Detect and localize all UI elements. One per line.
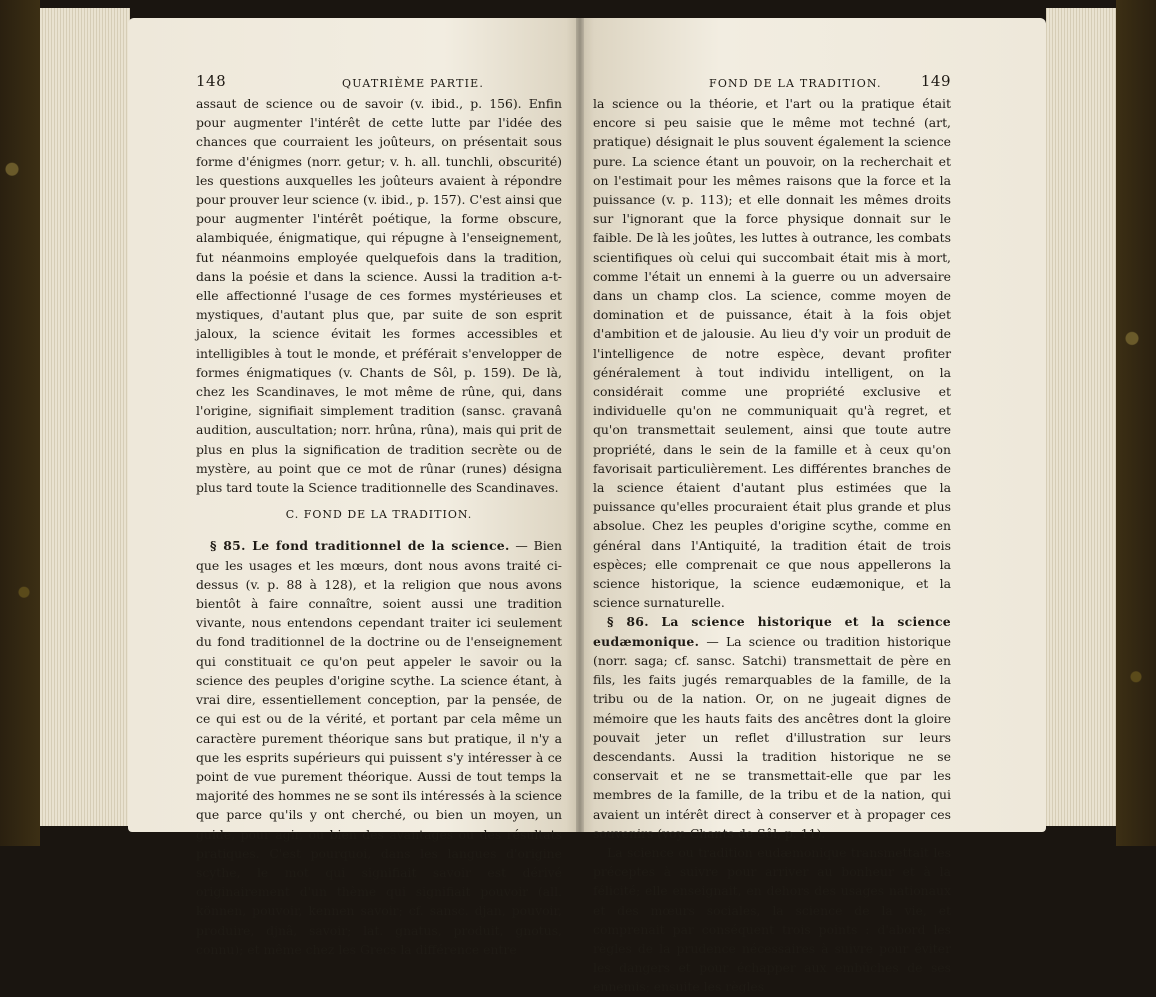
- page-stack-left: [40, 8, 130, 826]
- paragraph-body: — La science ou tradition historique (norr. saga; cf. sansc. Satchi) transmettait de père en fils, les faits jugés remarquables de la famille, de la tribu ou de la nation. Or, on ne jugeait dignes de mémoire que les hauts faits des ancêtres dont la gloire pouvait jeter un reflet d'illustration sur leurs descendants. Aussi la tradition historique ne se conservait et ne se transmettait-elle que par les membres de la famille, de la tribu et de la nation, qui avaient un intérêt direct à conserver et à propager ces souvenirs (voy. Chants de Sôl, p. 11).: [593, 633, 951, 841]
- book-gutter: [576, 18, 584, 832]
- paragraph-body: — Bien que les usages et les mœurs, dont nous avons traité ci-dessus (v. p. 88 à 128), et la religion que nous avons bientôt à faire connaître, soient aussi une tradition vivante, nous entendons cependant traiter ici seulement du fond traditionnel de la doctrine ou de l'enseignement qui constituait ce qu'on peut appeler le savoir ou la science des peuples d'origine scythe. La science étant, à vrai dire, essentiellement conception, par la pensée, de ce qui est ou de la vérité, et portant par cela même un caractère purement théorique sans but pratique, il n'y a que les esprits supérieurs qui puissent s'y intéresser à ce point de vue purement théorique. Aussi de tout temps la majorité des hommes ne se sont ils intéressés à la science que parce qu'ils y ont cherché, ou bien un moyen, un guide, pour agir, ou bien des avantages ou des résultats pratiques. C'est pourquoi, dans les langues d'origine scythe, le mot qui signifiait savoir est dérivé originairement d'un thème qui signifiait pouvoir (all. können, pouvoir, kennen savoir; cf. sansc. djan, pouvoir, produire, djnâ, savoir; lat. gnatus, produit, gnotus, connu); et même chez les Grecs la différence entre: [196, 538, 562, 957]
- right-page-text: [593, 72, 951, 997]
- paragraph: La science ou tradition eudæmonique transmettait les préceptes à suivre pour arriver au bonheur et à la félicité; elle enseignait, en dehors des usages nationaux et des mœurs sociales, la science de la vie, et comprenait par conséquent trois points : d'abord les règles de la prudence nécessaires à suivre pour éviter les dangers et pour échapper aux embûches de ses ennemis; ensuite les règles: [593, 844, 951, 995]
- running-head-title: FOND DE LA TRADITION.: [709, 77, 882, 90]
- section-number-title: § 85. Le fond traditionnel de la science.: [210, 538, 510, 554]
- left-running-head: [196, 72, 562, 94]
- left-page-text: [196, 72, 562, 959]
- cover-marbling-right: [1116, 0, 1156, 846]
- paragraph: [196, 536, 562, 958]
- page-number: 149: [920, 72, 951, 90]
- running-head-title: QUATRIÈME PARTIE.: [342, 77, 485, 90]
- cover-marbling-left: [0, 0, 40, 846]
- page-number: 148: [196, 72, 227, 90]
- page-stack-right: [1046, 8, 1116, 826]
- section-heading: C. FOND DE LA TRADITION.: [285, 508, 473, 522]
- paragraph: [593, 612, 951, 842]
- paragraph: assaut de science ou de savoir (v. ibid., p. 156). Enfin pour augmenter l'intérêt de cette lutte par l'idée des chances que courraient les joûteurs, on présentait sous forme d'énigmes (norr. getur; v. h. all. tunchli, obscurité) les questions auxquelles les joûteurs avaient à répondre pour prouver leur science (v. ibid., p. 157). C'est ainsi que pour augmenter l'intérêt poétique, la forme obscure, alambiquée, énigmatique, qui répugne à l'enseignement, fut néanmoins employée quelquefois dans la tradition, dans la poésie et dans la science. Aussi la tradition a-t-elle affectionné l'usage de ces formes mystérieuses et mystiques, d'autant plus que, par suite de son esprit jaloux, la science évitait les formes accessibles et intelligibles à tout le monde, et préférait s'envelopper de formes énigmatiques (v. Chants de Sôl, p. 159). De là, chez les Scandinaves, le mot même de rûne, qui, dans l'origine, signifiait simplement tradition (sansc. çravanâ audition, auscultation; norr. hrûna, rûna), mais qui prit de plus en plus la signification de tradition secrète ou de mystère, au point que ce mot de rûnar (runes) désigna plus tard toute la Science traditionnelle des Scandinaves.: [196, 96, 562, 496]
- right-running-head: [593, 72, 951, 94]
- section-number-title: § 86. La science historique et la science eudæmonique.: [593, 614, 951, 649]
- paragraph: la science ou la théorie, et l'art ou la pratique était encore si peu saisie que le même mot techné (art, pratique) désignait le plus souvent également la science pure. La science étant un pouvoir, on la recherchait et on l'estimait pour les mêmes raisons que la force et la puissance (v. p. 113); et elle donnait les mêmes droits sur l'ignorant que la force physique donnait sur le faible. De là les joûtes, les luttes à outrance, les combats scientifiques où celui qui succombait était mis à mort, comme l'était un ennemi à la guerre ou un adversaire dans un champ clos. La science, comme moyen de domination et de puissance, était à la fois objet d'ambition et de jalousie. Au lieu d'y voir un produit de l'intelligence de notre espèce, devant profiter généralement à tout individu intelligent, on la considérait comme une propriété exclusive et individuelle qu'on ne communiquait qu'à regret, et qu'on transmettait seulement, ainsi que toute autre propriété, dans le sein de la famille et à ceux qu'on favorisait particulièrement. Les différentes branches de la science étaient d'autant plus estimées que la puissance qu'elles procuraient était plus grande et plus absolue. Chez les peuples d'origine scythe, comme en général dans l'Antiquité, la tradition était de trois espèces; elle comprenait ce que nous appellerons la science historique, la science eudæmonique, et la science surnaturelle.: [593, 96, 951, 611]
